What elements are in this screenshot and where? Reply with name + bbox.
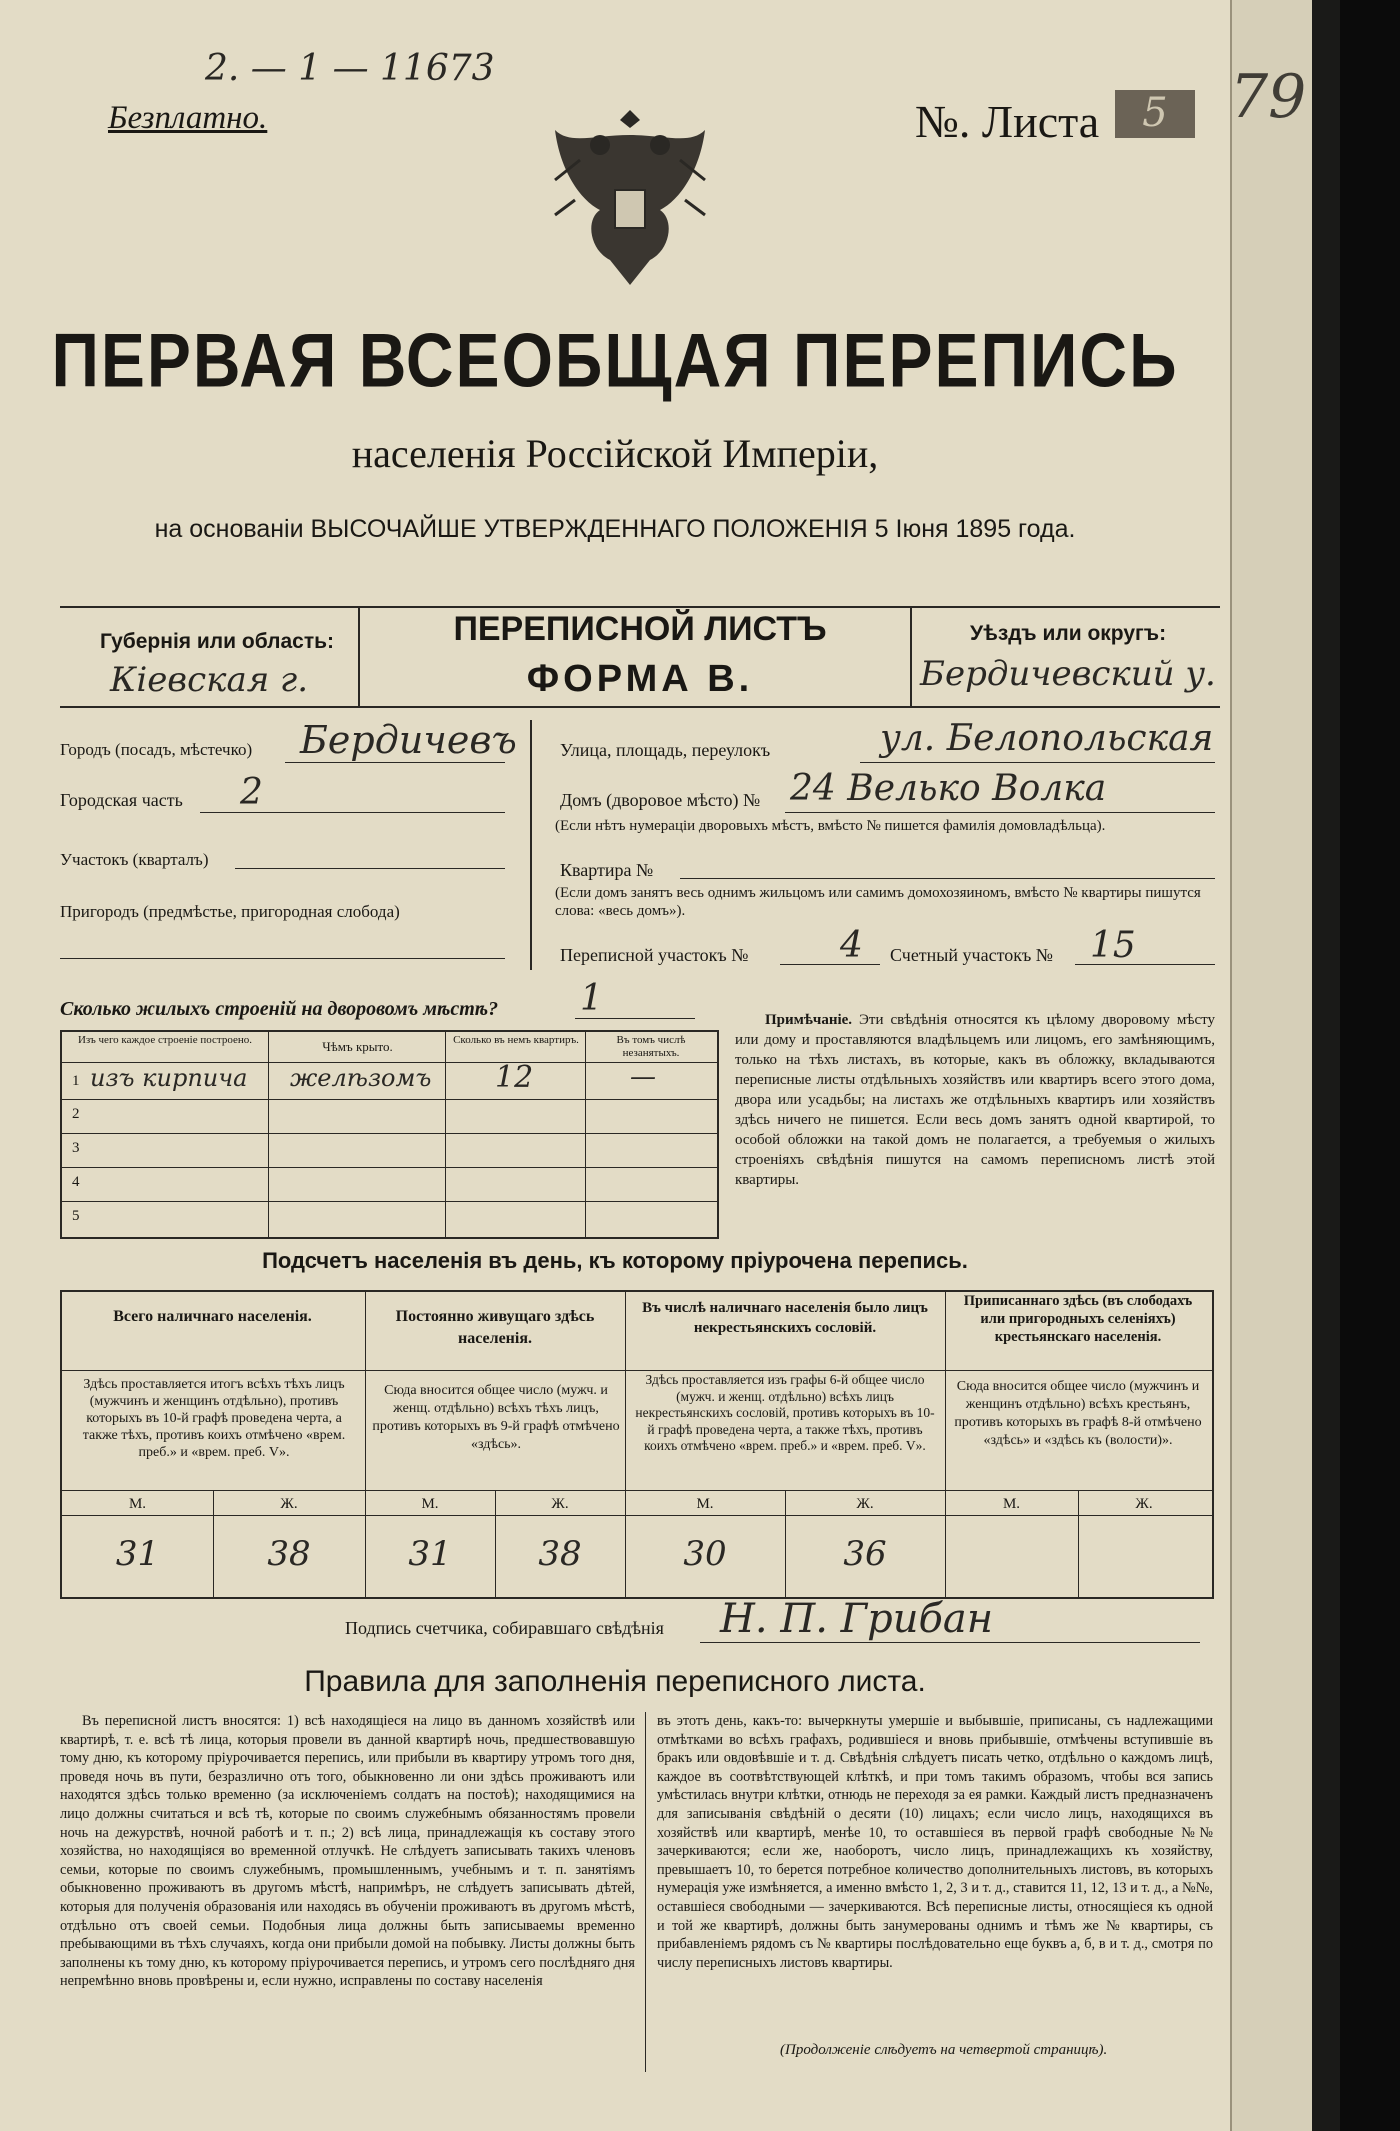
house-line — [785, 812, 1215, 813]
count-head-nonpeasant: Въ числѣ наличнаго населенія было лицъ некрестьянскихъ сословій. — [642, 1300, 928, 1336]
count-female-label: Ж. — [551, 1496, 569, 1512]
count-female-label: Ж. — [1135, 1496, 1153, 1512]
district-value: 2 — [240, 772, 263, 813]
city-line — [285, 762, 505, 763]
main-title: ПЕРВАЯ ВСЕОБЩАЯ ПЕРЕПИСЬ — [51, 317, 1179, 403]
count-head-permanent: Постоянно живущаго здѣсь населенія. — [395, 1308, 595, 1347]
building-row-roof: желѣзомъ — [290, 1064, 432, 1092]
header-divider-right — [910, 606, 912, 706]
uezd-label: Уѣздъ или округъ: — [970, 622, 1167, 645]
building-row-number: 3 — [72, 1140, 80, 1156]
count-nonpeasant-male: 30 — [683, 1534, 727, 1574]
buildings-header-roof: Чѣмъ крыто. — [322, 1039, 393, 1054]
city-label: Городъ (посадъ, мѣстечко) — [60, 740, 253, 759]
city-value: Бердичевъ — [300, 718, 517, 762]
buildings-row-rule-3 — [60, 1167, 717, 1168]
header-divider-left — [358, 606, 360, 706]
street-label: Улица, площадь, переулокъ — [560, 740, 771, 760]
buildings-answer-line — [575, 1018, 695, 1019]
signature-line — [700, 1642, 1200, 1643]
count-desc-total: Здѣсь проставляется итогъ всѣхъ тѣхъ лицъ (мужчинъ и женщинъ отдѣльно), противъ которыхъ въ 10-й графѣ проведена черта, а также тѣхъ, противъ коихъ отмѣчено «врем. преб.» и «врем. преб. V». — [82, 1377, 346, 1460]
count-area-value: 15 — [1090, 925, 1136, 966]
buildings-answer: 1 — [580, 978, 603, 1019]
coat-of-arms-emblem — [540, 90, 720, 305]
building-row-number: 5 — [72, 1208, 80, 1224]
buildings-question: Сколько жилыхъ строеній на дворовомъ мѣстѣ? — [60, 998, 499, 1020]
precinct-label: Участокъ (кварталъ) — [60, 850, 209, 869]
buildings-row-rule-4 — [60, 1201, 717, 1202]
count-total-female: 38 — [267, 1534, 311, 1574]
building-row-apartments: 12 — [495, 1060, 534, 1095]
back-page-edge — [1230, 0, 1314, 2131]
signature-label: Подпись счетчика, собиравшаго свѣдѣнія — [345, 1618, 664, 1638]
buildings-head-rule — [60, 1062, 717, 1063]
apartment-line — [680, 878, 1215, 879]
count-male-label: М. — [421, 1496, 439, 1512]
precinct-line — [235, 868, 505, 869]
counter-signature: Н. П. Грибан — [720, 1596, 994, 1642]
street-line — [860, 762, 1215, 763]
free-label: Безплатно. — [108, 100, 268, 136]
count-desc-peasant: Сюда вносится общее число (мужчинъ и женщинъ отдѣльно) всѣхъ крестьянъ, противъ которыхъ въ графѣ 8-й отмѣчено «здѣсь» и «здѣсь къ (волости)». — [954, 1379, 1202, 1448]
count-desc-nonpeasant: Здѣсь проставляется изъ графы 6-й общее число (мужч. и женщ. отдѣльно) всѣхъ лицъ некрестьянскихъ сословій, противъ которыхъ въ 10-й графѣ проведена черта, а также тѣхъ, противъ коихъ отмѣчено «врем. преб.» и «врем. преб. V». — [635, 1372, 935, 1453]
count-nonpeasant-female: 36 — [843, 1534, 887, 1574]
count-title: Подсчетъ населенія въ день, къ которому пріурочена перепись. — [262, 1248, 968, 1273]
house-value: 24 Велько Волка — [790, 768, 1107, 809]
archive-mark: 2. — 1 — 11673 — [205, 48, 495, 89]
note-label: Примѣчаніе. — [765, 1012, 853, 1028]
street-value: ул. Белопольская — [880, 718, 1214, 759]
buildings-row-rule-2 — [60, 1133, 717, 1134]
buildings-header-empty: Въ томъ числѣ незанятыхъ. — [616, 1034, 686, 1059]
rules-title: Правила для заполненія переписного листа. — [304, 1665, 926, 1698]
rules-right-column: въ этотъ день, какъ-то: вычеркнуты умершіе и выбывшіе, приписаны, съ надлежащими отмѣтками во всѣхъ графахъ, родившіеся и вновь прибывшіе, отмѣчены вступившіе въ бракъ или овдовѣвшіе и т. д. Свѣдѣнія слѣдуетъ писать четко, отдѣльно о каждомъ лицѣ, каждое въ соотвѣтствующей клѣткѣ, и при томъ такимъ образомъ, чтобы вся запись умѣстилась внутри клѣтки, отнюдь не переходя за ея рамки. Каждый листъ предназначенъ для записыванія свѣдѣній о десяти (10) лицахъ; если число лицъ, находящихся въ хозяйствѣ или квартирѣ, менѣе 10, то оставшіеся въ первой графѣ свободные №№ зачеркиваются; если же, наоборотъ, число лицъ, принадлежащихъ къ хозяйству, превышаетъ 10, то берется потребное количество дополнительныхъ листовъ, въ которыхъ нумерація уже измѣняется, а именно вмѣсто 1, 2, 3 и т. д., ставится 11, 12, 13 и т. д., а №№, оставшіеся свободными — зачеркиваются. Всѣ переписные листы, относящіеся къ одной и той же квартирѣ, должны быть занумерованы однимъ и тѣмъ же № квартиры, съ прибавленіемъ рядомъ съ № квартиры послѣдовательно еще буквъ а, б, в и т. д., смотря по числу переписныхъ листовъ квартиры. — [657, 1713, 1213, 1971]
rules-continued: (Продолженіе слѣдуетъ на четвертой страницѣ). — [780, 2042, 1108, 2058]
building-row-material: изъ кирпича — [90, 1064, 248, 1092]
district-line — [200, 812, 505, 813]
count-desc-permanent: Сюда вносится общее число (мужч. и женщ. отдѣльно) всѣхъ тѣхъ лицъ, противъ которыхъ въ 9-й графѣ отмѣчено «здѣсь». — [372, 1383, 620, 1452]
rules-left-column: Въ переписной листъ вносятся: 1) всѣ находящіеся на лицо въ данномъ хозяйствѣ или квартирѣ, т. е. всѣ тѣ лица, которыя провели въ данной квартирѣ ночь, предшествовавшую тому дню, къ которому пріурочивается перепись, или прибыли въ квартиру утромъ того дня, проведя ночь въ пути, безразлично отъ того, обыкновенно ли они здѣсь проживаютъ или находятся здѣсь только временно (за исключеніемъ солдатъ на постоѣ); находящимися на лицо должны считаться и всѣ тѣ, которые по своимъ служебнымъ обязанностямъ провели ночь на дежурствѣ, ночной работѣ и т. п.; 2) всѣ лица, принадлежащія къ составу этого хозяйства, но находящіяся во временной отлучкѣ. Не слѣдуетъ записывать такихъ членовъ семьи, которые по своимъ служебнымъ, промышленнымъ, учебнымъ и т. п. занятіямъ обыкновенно проживаютъ въ другомъ мѣстѣ, напримѣръ, не слѣдуетъ записывать дѣтей, которыя для полученія образованія или находясь въ обученіи проживаютъ въ другомъ мѣстѣ, отдѣльно отъ своей семьи. Подобныя лица должны быть записываемы временно пребывающими въ тѣхъ случаяхъ, когда они прибыли домой на побывку. Листы должны быть заполнены къ тому дню, къ которому пріурочивается перепись, и утромъ сего послѣдняго дня непремѣнно вновь провѣрены и, если нужно, исправлены по составу населенія — [60, 1713, 635, 1990]
sheet-number-label: №. Листа — [915, 96, 1100, 147]
census-area-line — [780, 964, 880, 965]
address-divider — [530, 720, 532, 970]
buildings-header-apartments: Сколько въ немъ квартиръ. — [453, 1034, 579, 1046]
count-male-label: М. — [1002, 1496, 1021, 1512]
count-mf-rule — [60, 1515, 1212, 1516]
count-permanent-male: 31 — [408, 1534, 452, 1574]
census-area-label: Переписной участокъ № — [560, 945, 749, 965]
district-label: Городская часть — [60, 790, 183, 810]
count-head-total: Всего наличнаго населенія. — [113, 1308, 312, 1325]
count-head-peasant: Приписаннаго здѣсь (въ слободахъ или пригородныхъ селеніяхъ) крестьянскаго населенія. — [963, 1293, 1193, 1345]
uezd-value: Бердичевский у. — [920, 654, 1216, 694]
building-row-number: 1 — [72, 1073, 80, 1089]
count-female-label: Ж. — [280, 1496, 298, 1512]
buildings-header-material: Изъ чего каждое строеніе построено. — [77, 1034, 253, 1046]
note-text: Эти свѣдѣнія относятся къ цѣлому дворовому мѣсту или дому и проставляются владѣльцемъ или лицомъ, его замѣняющимъ, только на тѣхъ листахъ, въ которые, какъ въ обложку, вкладываются переписные листы отдѣльныхъ хозяйствъ или квартиръ всего этого дома, двора или усадьбы; на листахъ же отдѣльныхъ квартиръ или хозяйствъ здѣсь ничего не пишется. Если весь домъ занятъ одной квартирой, то особой обложки на такой домъ не полагается, а требуемыя о жилыхъ строеніяхъ свѣдѣнія пишутся на самомъ переписномъ листѣ этой квартиры. — [735, 1012, 1215, 1188]
gubernia-label: Губернія или область: — [100, 630, 335, 653]
subtitle: населенія Россійской Имперіи, — [351, 431, 879, 476]
count-male-label: М. — [128, 1496, 147, 1512]
sheet-number-value: 5 — [1115, 90, 1195, 138]
count-total-male: 31 — [115, 1534, 160, 1574]
form-type: ФОРМА В. — [526, 658, 754, 700]
suburb-line — [60, 958, 505, 959]
count-area-label: Счетный участокъ № — [890, 945, 1053, 965]
count-col-sep-3 — [945, 1290, 946, 1597]
building-row-empty: — — [630, 1062, 656, 1092]
suburb-label: Пригородъ (предмѣстье, пригородная слобода) — [60, 902, 400, 921]
legal-basis: на основаніи ВЫСОЧАЙШЕ УТВЕРЖДЕННАГО ПОЛОЖЕНІЯ 5 Іюня 1895 года. — [154, 515, 1076, 543]
rules-column-divider — [645, 1712, 646, 2072]
census-area-value: 4 — [840, 925, 863, 966]
apartment-note: (Если домъ занятъ весь однимъ жильцомъ или самимъ домохозяиномъ, вмѣсто № квартиры пишутся слова: «весь домъ»). — [555, 885, 1201, 919]
count-desc-rule — [60, 1490, 1212, 1491]
header-rule-bottom — [60, 706, 1220, 708]
form-name: ПЕРЕПИСНОЙ ЛИСТЪ — [453, 610, 827, 648]
count-area-line — [1075, 964, 1215, 965]
scan-border — [1312, 0, 1340, 2131]
header-rule-top — [60, 606, 1220, 608]
house-note: (Если нѣтъ нумераціи дворовыхъ мѣстъ, вмѣсто № пишется фамилія домовладѣльца). — [555, 818, 1106, 834]
count-head-rule — [60, 1370, 1212, 1371]
gubernia-value: Кіевская г. — [110, 660, 309, 700]
count-female-label: Ж. — [856, 1496, 874, 1512]
building-row-number: 4 — [72, 1174, 80, 1190]
buildings-row-rule-1 — [60, 1099, 717, 1100]
page-number: 79 — [1230, 62, 1307, 132]
count-permanent-female: 38 — [538, 1534, 582, 1574]
building-row-number: 2 — [72, 1106, 80, 1122]
count-male-label: М. — [696, 1496, 714, 1512]
apartment-label: Квартира № — [560, 860, 654, 880]
buildings-note — [735, 1010, 1215, 1190]
house-label: Домъ (дворовое мѣсто) № — [560, 790, 761, 810]
